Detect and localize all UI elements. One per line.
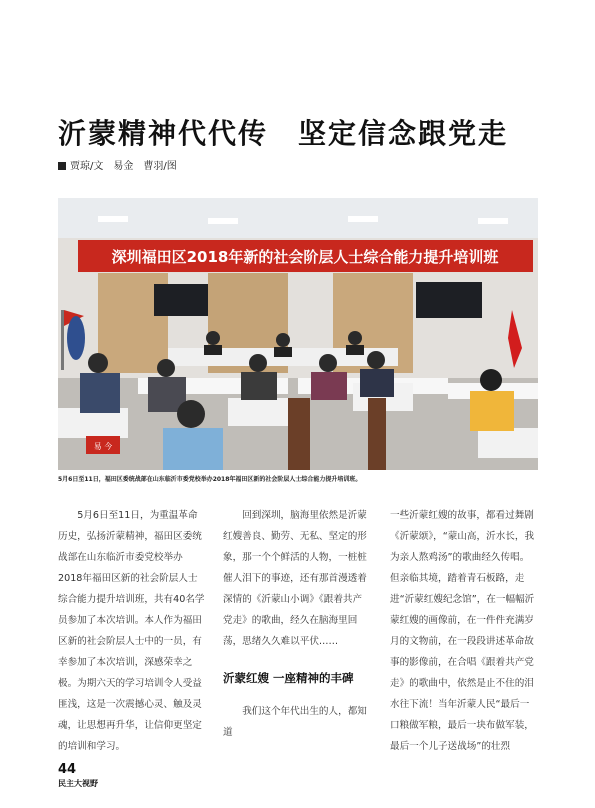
page-number: 44: [58, 762, 77, 777]
paragraph-4: 一些沂蒙红嫂的故事，都看过舞剧《沂蒙颂》，“蒙山高，沂水长，我为亲人熬鸡汤”的歌曲经久传唱。但亲临其境，踏着青石板路，走进“沂蒙红嫂纪念馆”，在一幅幅沂蒙红嫂的画像前，在一件件充满岁月的文物前，在一段段讲述革命故事的影像前，在合唱《跟着共产党走》的歌曲中，依然是止不住的泪水往下流！当年沂蒙人民“最后一口粮做军粮，最后一块布做军装，最后一个儿子送战场”的壮烈: [390, 510, 535, 752]
article-title: 沂蒙精神代代传 坚定信念跟党走: [58, 117, 509, 150]
column-1: [58, 505, 206, 757]
square-bullet-icon: [58, 162, 66, 170]
paragraph-2: 回到深圳，脑海里依然是沂蒙红嫂善良、勤劳、无私、坚定的形象，那一个个鲜活的人物，一桩桩催人泪下的事迹，还有那首漫透着深情的《沂蒙山小调》《跟着共产党走》的歌曲，经久在脑海里回荡，思绪久久难以平伏……: [223, 510, 367, 647]
column-2: [223, 505, 371, 743]
column-3: [390, 505, 538, 757]
article-photo: [58, 198, 538, 470]
banner-text: 深圳福田区2018年新的社会阶层人士综合能力提升培训班: [111, 248, 499, 266]
photo-caption: 5月6日至11日，福田区委统战部在山东临沂市委党校举办2018年福田区新的社会阶层人士综合能力提升培训班。: [58, 476, 362, 483]
paragraph-3: 我们这个年代出生的人，都知道: [223, 706, 367, 738]
byline: [58, 157, 177, 172]
byline-text: 贾琼/文 易金 曹羽/图: [70, 161, 177, 172]
name-sign-text: 易 今: [93, 442, 113, 451]
magazine-logo: 民主大视野: [58, 779, 98, 788]
paragraph-1: 5月6日至11日，为重温革命历史，弘扬沂蒙精神，福田区委统战部在山东临沂市委党校举办2018年福田区新的社会阶层人士综合能力提升培训班，共有40名学员参加了本次培训。本人作为福田区新的社会阶层人士中的一员，有幸参加了本次培训，深感荣幸之极。为期六天的学习培训令人受益匪浅，这是一次震撼心灵、触及灵魂，让思想再升华，让信仰更坚定的培训和学习。: [58, 510, 205, 752]
section-subheading: 沂蒙红嫂 一座精神的丰碑: [223, 671, 354, 685]
